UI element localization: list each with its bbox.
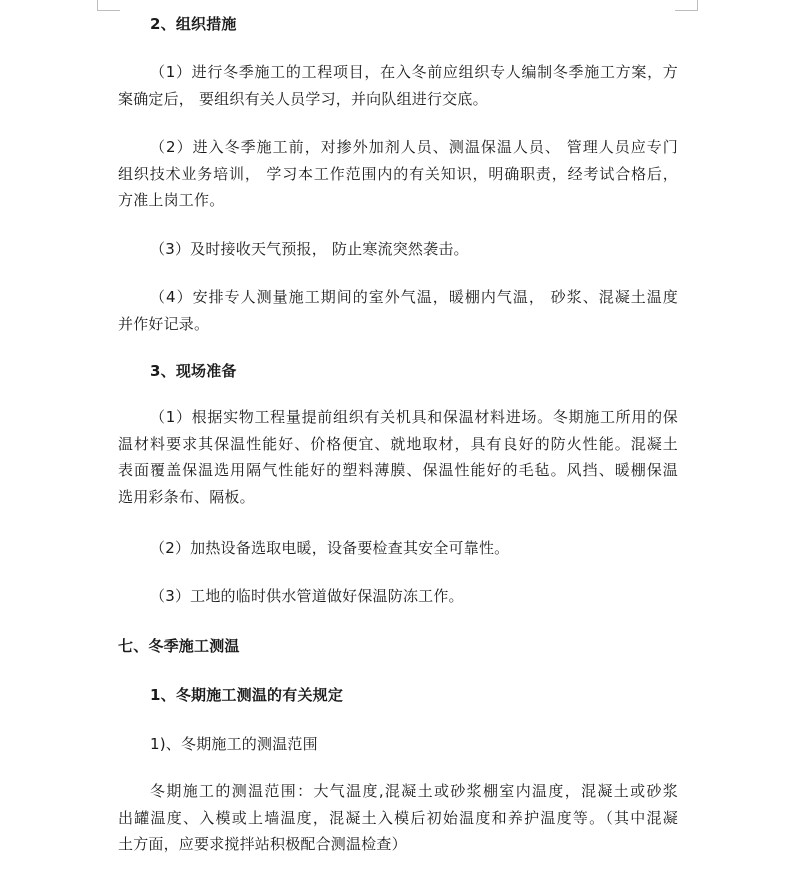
text-line: 组织技术业务培训， 学习本工作范围内的有关知识，明确职责，经考试合格后， — [118, 164, 678, 183]
paragraph-1 — [118, 59, 678, 112]
text-line: 土方面，应要求搅拌站积极配合测温检查） — [118, 835, 407, 853]
section-heading-organization: 2、组织措施 — [150, 15, 237, 33]
section-heading-site-preparation: 3、现场准备 — [150, 362, 237, 380]
item-heading-temperature-scope: 1)、冬期施工的测温范围 — [150, 735, 318, 753]
text-line: （4）安排专人测量施工期间的室外气温，暖棚内气温， 砂浆、混凝土温度 — [150, 288, 678, 306]
text-line: （3）工地的临时供水管道做好保温防冻工作。 — [150, 587, 464, 605]
paragraph-4 — [118, 284, 678, 337]
text-line: （2）加热设备选取电暖，设备要检查其安全可靠性。 — [150, 539, 510, 557]
paragraph-8 — [118, 778, 678, 858]
text-line: 冬期施工的测温范围：大气温度,混凝土或砂浆棚室内温度，混凝土或砂浆 — [150, 782, 678, 800]
text-line: 表面覆盖保温选用隔气性能好的塑料薄膜、保温性能好的毛毡。风挡、暖棚保温 — [118, 461, 678, 479]
text-line: 并作好记录。 — [118, 314, 210, 333]
text-line: （2）进入冬季施工前，对掺外加剂人员、测温保温人员、 管理人员应专门 — [150, 138, 678, 156]
paragraph-5 — [118, 404, 678, 510]
text-line: 选用彩条布、隔板。 — [118, 487, 255, 506]
paragraph-2 — [118, 134, 678, 214]
text-line: （1）进行冬季施工的工程项目，在入冬前应组织专人编制冬季施工方案，方 — [150, 63, 678, 81]
chapter-heading-winter-temperature: 七、冬季施工测温 — [118, 637, 240, 655]
sub-heading-temperature-rules: 1、冬期施工测温的有关规定 — [150, 686, 344, 704]
text-line: 案确定后， 要组织有关人员学习，并向队组进行交底。 — [118, 89, 488, 108]
text-line: 出罐温度、入模或上墙温度，混凝土入模后初始温度和养护温度等。（其中混凝 — [118, 808, 678, 827]
paragraph-3 — [118, 236, 678, 263]
page-corner-mark-left — [97, 0, 120, 11]
paragraph-6 — [118, 535, 678, 562]
page-corner-mark-right — [675, 0, 698, 11]
text-line: （3）及时接收天气预报， 防止寒流突然袭击。 — [150, 240, 469, 258]
text-line: （1）根据实物工程量提前组织有关机具和保温材料进场。冬期施工所用的保 — [150, 408, 678, 426]
paragraph-7 — [118, 583, 678, 610]
text-line: 温材料要求其保温性能好、价格便宜、就地取材，具有良好的防火性能。混凝土 — [118, 434, 678, 453]
text-line: 方准上岗工作。 — [118, 191, 225, 209]
